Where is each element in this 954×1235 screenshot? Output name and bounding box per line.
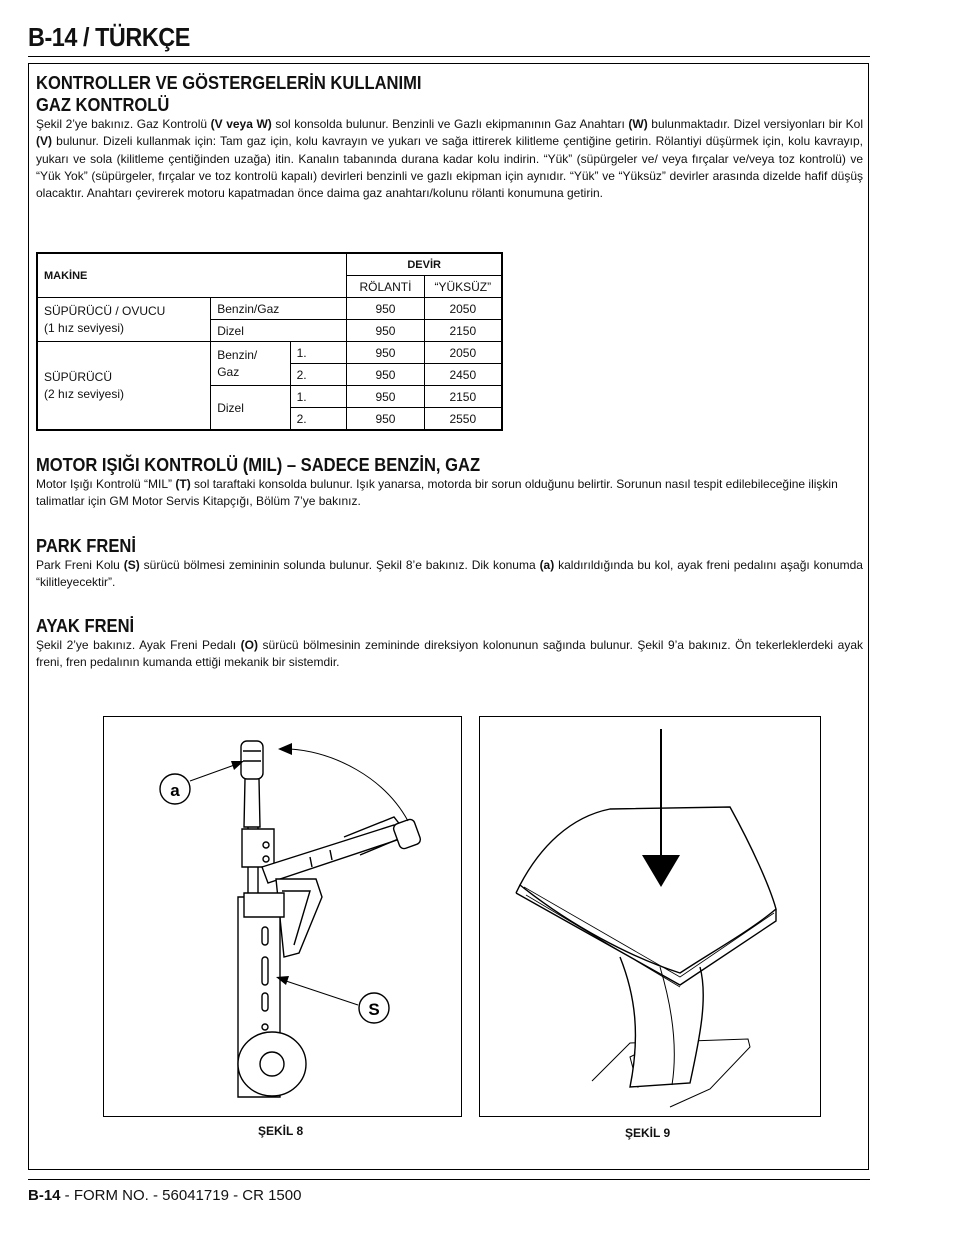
- section-park-brake: [36, 535, 863, 592]
- park-brake-lever-drawing: [104, 717, 461, 1116]
- table-cell-noload: 2150: [424, 320, 502, 342]
- label-s: S: [368, 1000, 380, 1019]
- table-row: [37, 342, 502, 364]
- foot-brake-pedal-drawing: [480, 717, 820, 1116]
- throttle-paragraph: Şekil 2’ye bakınız. Gaz Kontrolü (V veya W) sol konsolda bulunur. Benzinli ve Gazlı ekipmanının Gaz Anahtarı (W) bulunmaktadır. Dizel versiyonları bir Kol (V) bulunur. Dizeli kullanmak için: Tam gaz için, kolu kavrayın ve yukarı ve sağa ittirerek kilitleme çentiğine getirin. Rölantiyi düşürmek için, kolu kavrayıp, yukarı ve sola (kilitleme çentiğinden uzağa) itin. Kanalın tabanında durana kadar kolu indirin. “Yük” (süpürgeler ve/ veya fırçalar ve/veya toz kontrolü) ve “Yük Yok” (süpürgeler, fırçalar ve toz kontrolü kapalı) devirleri benzinli ve gazlı ekipman için aynıdır. “Yük” ve “Yüksüz” devirler arasında dizelde hafif düşüş olacaktır. Anahtarı çevirerek motoru kapatmadan önce daima gaz anahtarı/kolunu rölanti konumuna getirin.: [36, 117, 864, 201]
- table-cell-fuel: Dizel: [211, 320, 347, 342]
- table-row: [37, 298, 502, 320]
- section-mil: [36, 454, 863, 511]
- content-frame: [28, 63, 869, 1170]
- table-cell-machine: SÜPÜRÜCÜ (2 hız seviyesi): [37, 342, 211, 431]
- table-cell-speed: 2.: [290, 408, 347, 431]
- table-header-idle: RÖLANTİ: [347, 276, 424, 298]
- table-cell-idle: 950: [347, 298, 424, 320]
- table-cell-noload: 2550: [424, 408, 502, 431]
- table-cell-noload: 2050: [424, 342, 502, 364]
- figure-9-caption: ŞEKİL 9: [625, 1126, 671, 1140]
- rpm-table: [36, 252, 503, 431]
- section-title-park-brake: PARK FRENİ: [36, 536, 136, 556]
- section-throttle: [36, 72, 863, 202]
- table-cell-machine: SÜPÜRÜCÜ / OVUCU (1 hız seviyesi): [37, 298, 211, 342]
- table-cell-fuel: Dizel: [211, 386, 290, 431]
- table-cell-noload: 2150: [424, 386, 502, 408]
- figure-8: [103, 716, 462, 1117]
- table-cell-idle: 950: [347, 342, 424, 364]
- figure-9: [479, 716, 821, 1117]
- table-cell-fuel: Benzin/Gaz: [211, 298, 347, 320]
- footer-text: - FORM NO. - 56041719 - CR 1500: [60, 1187, 302, 1204]
- table-cell-idle: 950: [347, 364, 424, 386]
- section-foot-brake: [36, 615, 863, 672]
- section-title-foot-brake: AYAK FRENİ: [36, 616, 135, 636]
- park-brake-paragraph: Park Freni Kolu (S) sürücü bölmesi zemininin solunda bulunur. Şekil 8’e bakınız. Dik konuma (a) kaldırıldığında bu kol, ayak freni pedalını aşağı konumda “kilitleyecektir”.: [36, 558, 863, 590]
- table-header-noload: “YÜKSÜZ”: [424, 276, 502, 298]
- table-cell-fuel: Benzin/ Gaz: [211, 342, 290, 386]
- section-title-controls: KONTROLLER VE GÖSTERGELERİN KULLANIMI: [36, 73, 422, 93]
- mil-paragraph: Motor Işığı Kontrolü “MIL” (T) sol taraftaki konsolda bulunur. Işık yanarsa, motorda bir sorun olduğunu belirtir. Sorunun nasıl tespit edilebileceğine ilişkin talimatlar için GM Motor Servis Kitapçığı, Bölüm 7’ye bakınız.: [36, 477, 838, 509]
- table-cell-idle: 950: [347, 386, 424, 408]
- page-title: B-14 / TÜRKÇE: [28, 22, 190, 52]
- footer: [28, 1187, 301, 1204]
- table-cell-speed: 1.: [290, 342, 347, 364]
- footer-rule: [28, 1179, 870, 1180]
- table-cell-idle: 950: [347, 320, 424, 342]
- section-title-throttle: GAZ KONTROLÜ: [36, 95, 170, 115]
- footer-code: B-14: [28, 1187, 61, 1204]
- table-cell-speed: 1.: [290, 386, 347, 408]
- table-cell-speed: 2.: [290, 364, 347, 386]
- table-header-rpm: DEVİR: [347, 253, 502, 276]
- table-cell-noload: 2450: [424, 364, 502, 386]
- title-rule: [28, 56, 870, 57]
- table-header-machine: MAKİNE: [37, 253, 347, 298]
- section-title-mil: MOTOR IŞIĞI KONTROLÜ (MIL) – SADECE BENZİN, GAZ: [36, 455, 481, 475]
- foot-brake-paragraph: Şekil 2’ye bakınız. Ayak Freni Pedalı (O) sürücü bölmesinin zemininde direksiyon kolonunun sağında bulunur. Şekil 9’a bakınız. Ön tekerleklerdeki ayak freni, fren pedalının kumanda ettiği mekanik bir sistemdir.: [36, 638, 863, 670]
- figure-8-caption: ŞEKİL 8: [258, 1124, 304, 1138]
- table-cell-idle: 950: [347, 408, 424, 431]
- table-cell-noload: 2050: [424, 298, 502, 320]
- label-a: a: [170, 781, 180, 800]
